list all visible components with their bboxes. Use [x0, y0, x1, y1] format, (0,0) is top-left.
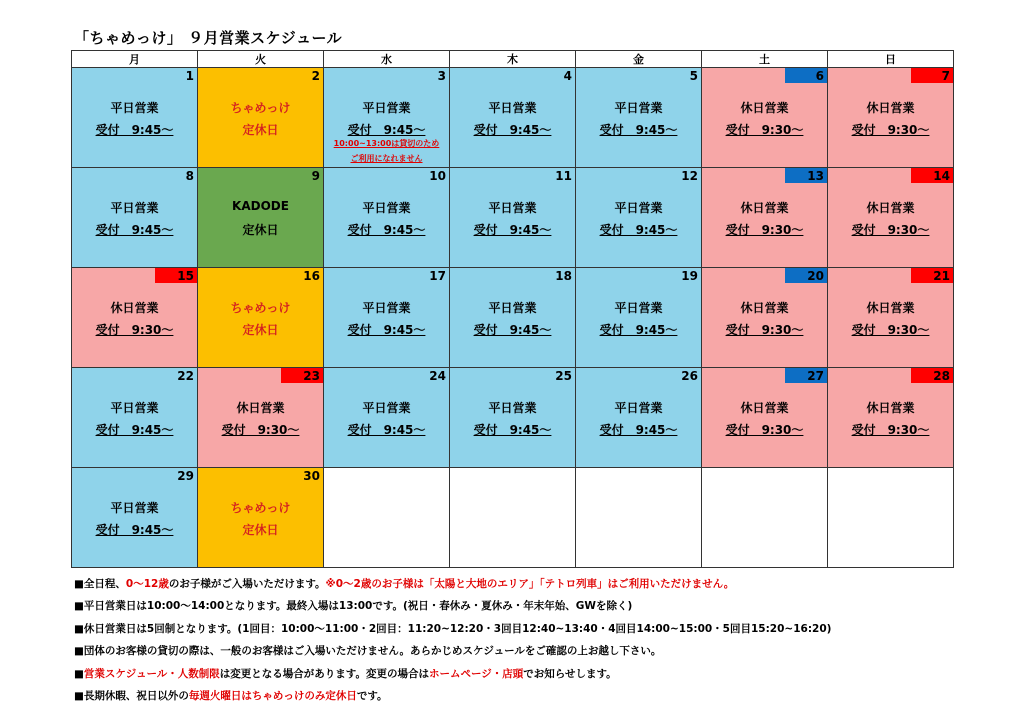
day-number: 24: [429, 369, 446, 383]
reception-time: 受付 9:30～: [725, 423, 804, 437]
reservation-note: ご利用になれません: [350, 154, 423, 163]
status-label: 平日営業: [614, 201, 663, 215]
reception-time: 受付 9:45～: [95, 223, 174, 237]
day-cell: [576, 168, 702, 268]
day-number: 22: [177, 369, 194, 383]
day-cell: [702, 68, 828, 168]
day-cell: [198, 468, 324, 568]
status-label: 休日営業: [740, 101, 789, 115]
reception-time: 受付 9:45～: [599, 423, 678, 437]
day-number: 11: [555, 169, 572, 183]
status-label: 平日営業: [362, 201, 411, 215]
note-highlight: 0～12歳: [125, 578, 169, 590]
weekday-sun: 日: [828, 51, 954, 68]
day-number: 5: [689, 69, 698, 83]
day-cell: [450, 368, 576, 468]
closed-label: 定休日: [242, 523, 279, 537]
reception-time: 受付 9:30～: [851, 323, 930, 337]
status-label: 平日営業: [614, 401, 663, 415]
note-text: ■: [74, 667, 84, 680]
week-row: [72, 468, 954, 568]
note-line: [74, 573, 831, 595]
day-cell: [828, 368, 954, 468]
reception-time: 受付 9:30～: [851, 423, 930, 437]
day-number: 29: [177, 469, 194, 483]
day-cell: [72, 68, 198, 168]
day-number: 13: [807, 169, 824, 183]
reception-time: 受付 9:30～: [851, 123, 930, 137]
day-number: 18: [555, 269, 572, 283]
notes-section: [74, 573, 831, 707]
note-text: は変更となる場合があります。変更の場合は: [219, 667, 429, 680]
day-cell: [450, 68, 576, 168]
day-cell: [198, 68, 324, 168]
closed-label: 定休日: [242, 223, 279, 237]
day-cell: [576, 368, 702, 468]
day-number: 20: [807, 269, 824, 283]
day-cell: [828, 268, 954, 368]
status-label: ちゃめっけ: [230, 101, 291, 115]
reception-time: 受付 9:45～: [347, 223, 426, 237]
weekday-sat: 土: [702, 51, 828, 68]
status-label: 平日営業: [488, 201, 537, 215]
note-text: でお知らせします。: [523, 667, 617, 680]
note-text: ■全日程、: [74, 578, 126, 590]
week-row: [72, 368, 954, 468]
reception-time: 受付 9:30～: [725, 323, 804, 337]
status-label: ちゃめっけ: [230, 301, 291, 315]
note-highlight: ※0～2歳のお子様は「太陽と大地のエリア」「テトロ列車」はご利用いただけません。: [325, 578, 735, 590]
status-label: KADODE: [232, 199, 289, 213]
day-cell: [450, 268, 576, 368]
note-line: ■平日営業日は10:00～14:00となります。最終入場は13:00です。(祝日・春休み・夏休み・年末年始、GWを除く): [74, 600, 633, 613]
note-line: [74, 685, 831, 707]
week-row: [72, 168, 954, 268]
day-cell: [828, 68, 954, 168]
day-cell: [450, 168, 576, 268]
day-cell: [198, 268, 324, 368]
status-label: 休日営業: [866, 101, 915, 115]
day-number: 10: [429, 169, 446, 183]
day-number: 2: [311, 69, 320, 83]
reception-time: 受付 9:45～: [347, 123, 426, 137]
reception-time: 受付 9:45～: [599, 323, 678, 337]
empty-cell: [450, 468, 576, 568]
day-cell: [324, 268, 450, 368]
reception-time: 受付 9:45～: [473, 123, 552, 137]
day-cell: [72, 468, 198, 568]
status-label: 平日営業: [614, 101, 663, 115]
page-title: 「ちゃめっけ」 ９月営業スケジュール: [74, 29, 343, 47]
note-text: ■長期休暇、祝日以外の: [74, 690, 189, 703]
day-cell: [324, 368, 450, 468]
status-label: 休日営業: [866, 301, 915, 315]
status-label: 平日営業: [110, 101, 159, 115]
day-number: 19: [681, 269, 698, 283]
reception-time: 受付 9:30～: [95, 323, 174, 337]
closed-label: 定休日: [242, 123, 279, 137]
reservation-note: 10:00~13:00は貸切のため: [333, 139, 440, 148]
empty-cell: [702, 468, 828, 568]
status-label: 平日営業: [488, 301, 537, 315]
weekday-mon: 月: [72, 51, 198, 68]
day-cell: [324, 68, 450, 168]
status-label: ちゃめっけ: [230, 501, 291, 515]
empty-cell: [576, 468, 702, 568]
reception-time: 受付 9:30～: [725, 223, 804, 237]
reception-time: 受付 9:45～: [95, 123, 174, 137]
status-label: 休日営業: [866, 201, 915, 215]
reception-time: 受付 9:45～: [347, 423, 426, 437]
empty-cell: [324, 468, 450, 568]
day-cell: [576, 68, 702, 168]
day-number: 12: [681, 169, 698, 183]
day-cell: [198, 368, 324, 468]
status-label: 平日営業: [110, 401, 159, 415]
reception-time: 受付 9:45～: [95, 523, 174, 537]
status-label: 平日営業: [488, 401, 537, 415]
day-cell: [702, 168, 828, 268]
week-row: [72, 68, 954, 168]
reception-time: 受付 9:30～: [725, 123, 804, 137]
status-label: 平日営業: [614, 301, 663, 315]
status-label: 休日営業: [110, 301, 159, 315]
day-number: 9: [311, 169, 320, 183]
day-number: 28: [933, 369, 950, 383]
day-cell: [702, 268, 828, 368]
week-row: [72, 268, 954, 368]
status-label: 平日営業: [362, 101, 411, 115]
note-line: [74, 663, 831, 685]
day-number: 23: [303, 369, 320, 383]
day-number: 30: [303, 469, 320, 483]
day-cell: [72, 368, 198, 468]
status-label: 平日営業: [110, 501, 159, 515]
note-line: ■休日営業日は5回制となります。(1回目：10:00～11:00・2回目：11:20~12:20・3回目12:40~13:40・4回目14:00~15:00・5回目15:20~16:20): [74, 622, 832, 635]
day-number: 7: [941, 69, 950, 83]
day-number: 21: [933, 269, 950, 283]
weekday-wed: 水: [324, 51, 450, 68]
reception-time: 受付 9:30～: [851, 223, 930, 237]
note-highlight: 営業スケジュール・人数制限: [83, 667, 220, 680]
reception-time: 受付 9:45～: [347, 323, 426, 337]
day-number: 14: [933, 169, 950, 183]
day-number: 3: [437, 69, 446, 83]
note-highlight: 毎週火曜日はちゃめっけのみ定休日: [188, 690, 357, 703]
day-number: 4: [563, 69, 572, 83]
day-cell: [576, 268, 702, 368]
note-line: ■団体のお客様の貸切の際は、一般のお客様はご入場いただけません。あらかじめスケジュールをご確認の上お越し下さい。: [74, 645, 662, 658]
day-number: 17: [429, 269, 446, 283]
day-cell: [72, 168, 198, 268]
day-cell: [702, 368, 828, 468]
status-label: 休日営業: [740, 201, 789, 215]
status-label: 平日営業: [362, 301, 411, 315]
schedule-calendar: [71, 50, 954, 568]
status-label: 休日営業: [740, 401, 789, 415]
status-label: 休日営業: [740, 301, 789, 315]
weekday-header-row: [72, 51, 954, 68]
status-label: 平日営業: [110, 201, 159, 215]
day-number: 1: [185, 69, 194, 83]
empty-cell: [828, 468, 954, 568]
status-label: 休日営業: [866, 401, 915, 415]
reception-time: 受付 9:45～: [95, 423, 174, 437]
closed-label: 定休日: [242, 323, 279, 337]
day-cell: [828, 168, 954, 268]
reception-time: 受付 9:45～: [599, 123, 678, 137]
note-text: です。: [356, 690, 388, 703]
note-text: のお子様がご入場いただけます。: [168, 578, 326, 590]
status-label: 平日営業: [362, 401, 411, 415]
day-number: 16: [303, 269, 320, 283]
reception-time: 受付 9:45～: [599, 223, 678, 237]
reception-time: 受付 9:30～: [221, 423, 300, 437]
day-number: 27: [807, 369, 824, 383]
reception-time: 受付 9:45～: [473, 423, 552, 437]
status-label: 平日営業: [488, 101, 537, 115]
weekday-tue: 火: [198, 51, 324, 68]
day-number: 15: [177, 269, 194, 283]
day-cell: [324, 168, 450, 268]
day-cell: [72, 268, 198, 368]
status-label: 休日営業: [236, 401, 285, 415]
reception-time: 受付 9:45～: [473, 323, 552, 337]
day-number: 6: [815, 69, 824, 83]
weekday-thu: 木: [450, 51, 576, 68]
day-number: 8: [185, 169, 194, 183]
day-number: 26: [681, 369, 698, 383]
day-cell: [198, 168, 324, 268]
weekday-fri: 金: [576, 51, 702, 68]
day-number: 25: [555, 369, 572, 383]
reception-time: 受付 9:45～: [473, 223, 552, 237]
note-highlight: ホームページ・店頭: [428, 667, 524, 680]
